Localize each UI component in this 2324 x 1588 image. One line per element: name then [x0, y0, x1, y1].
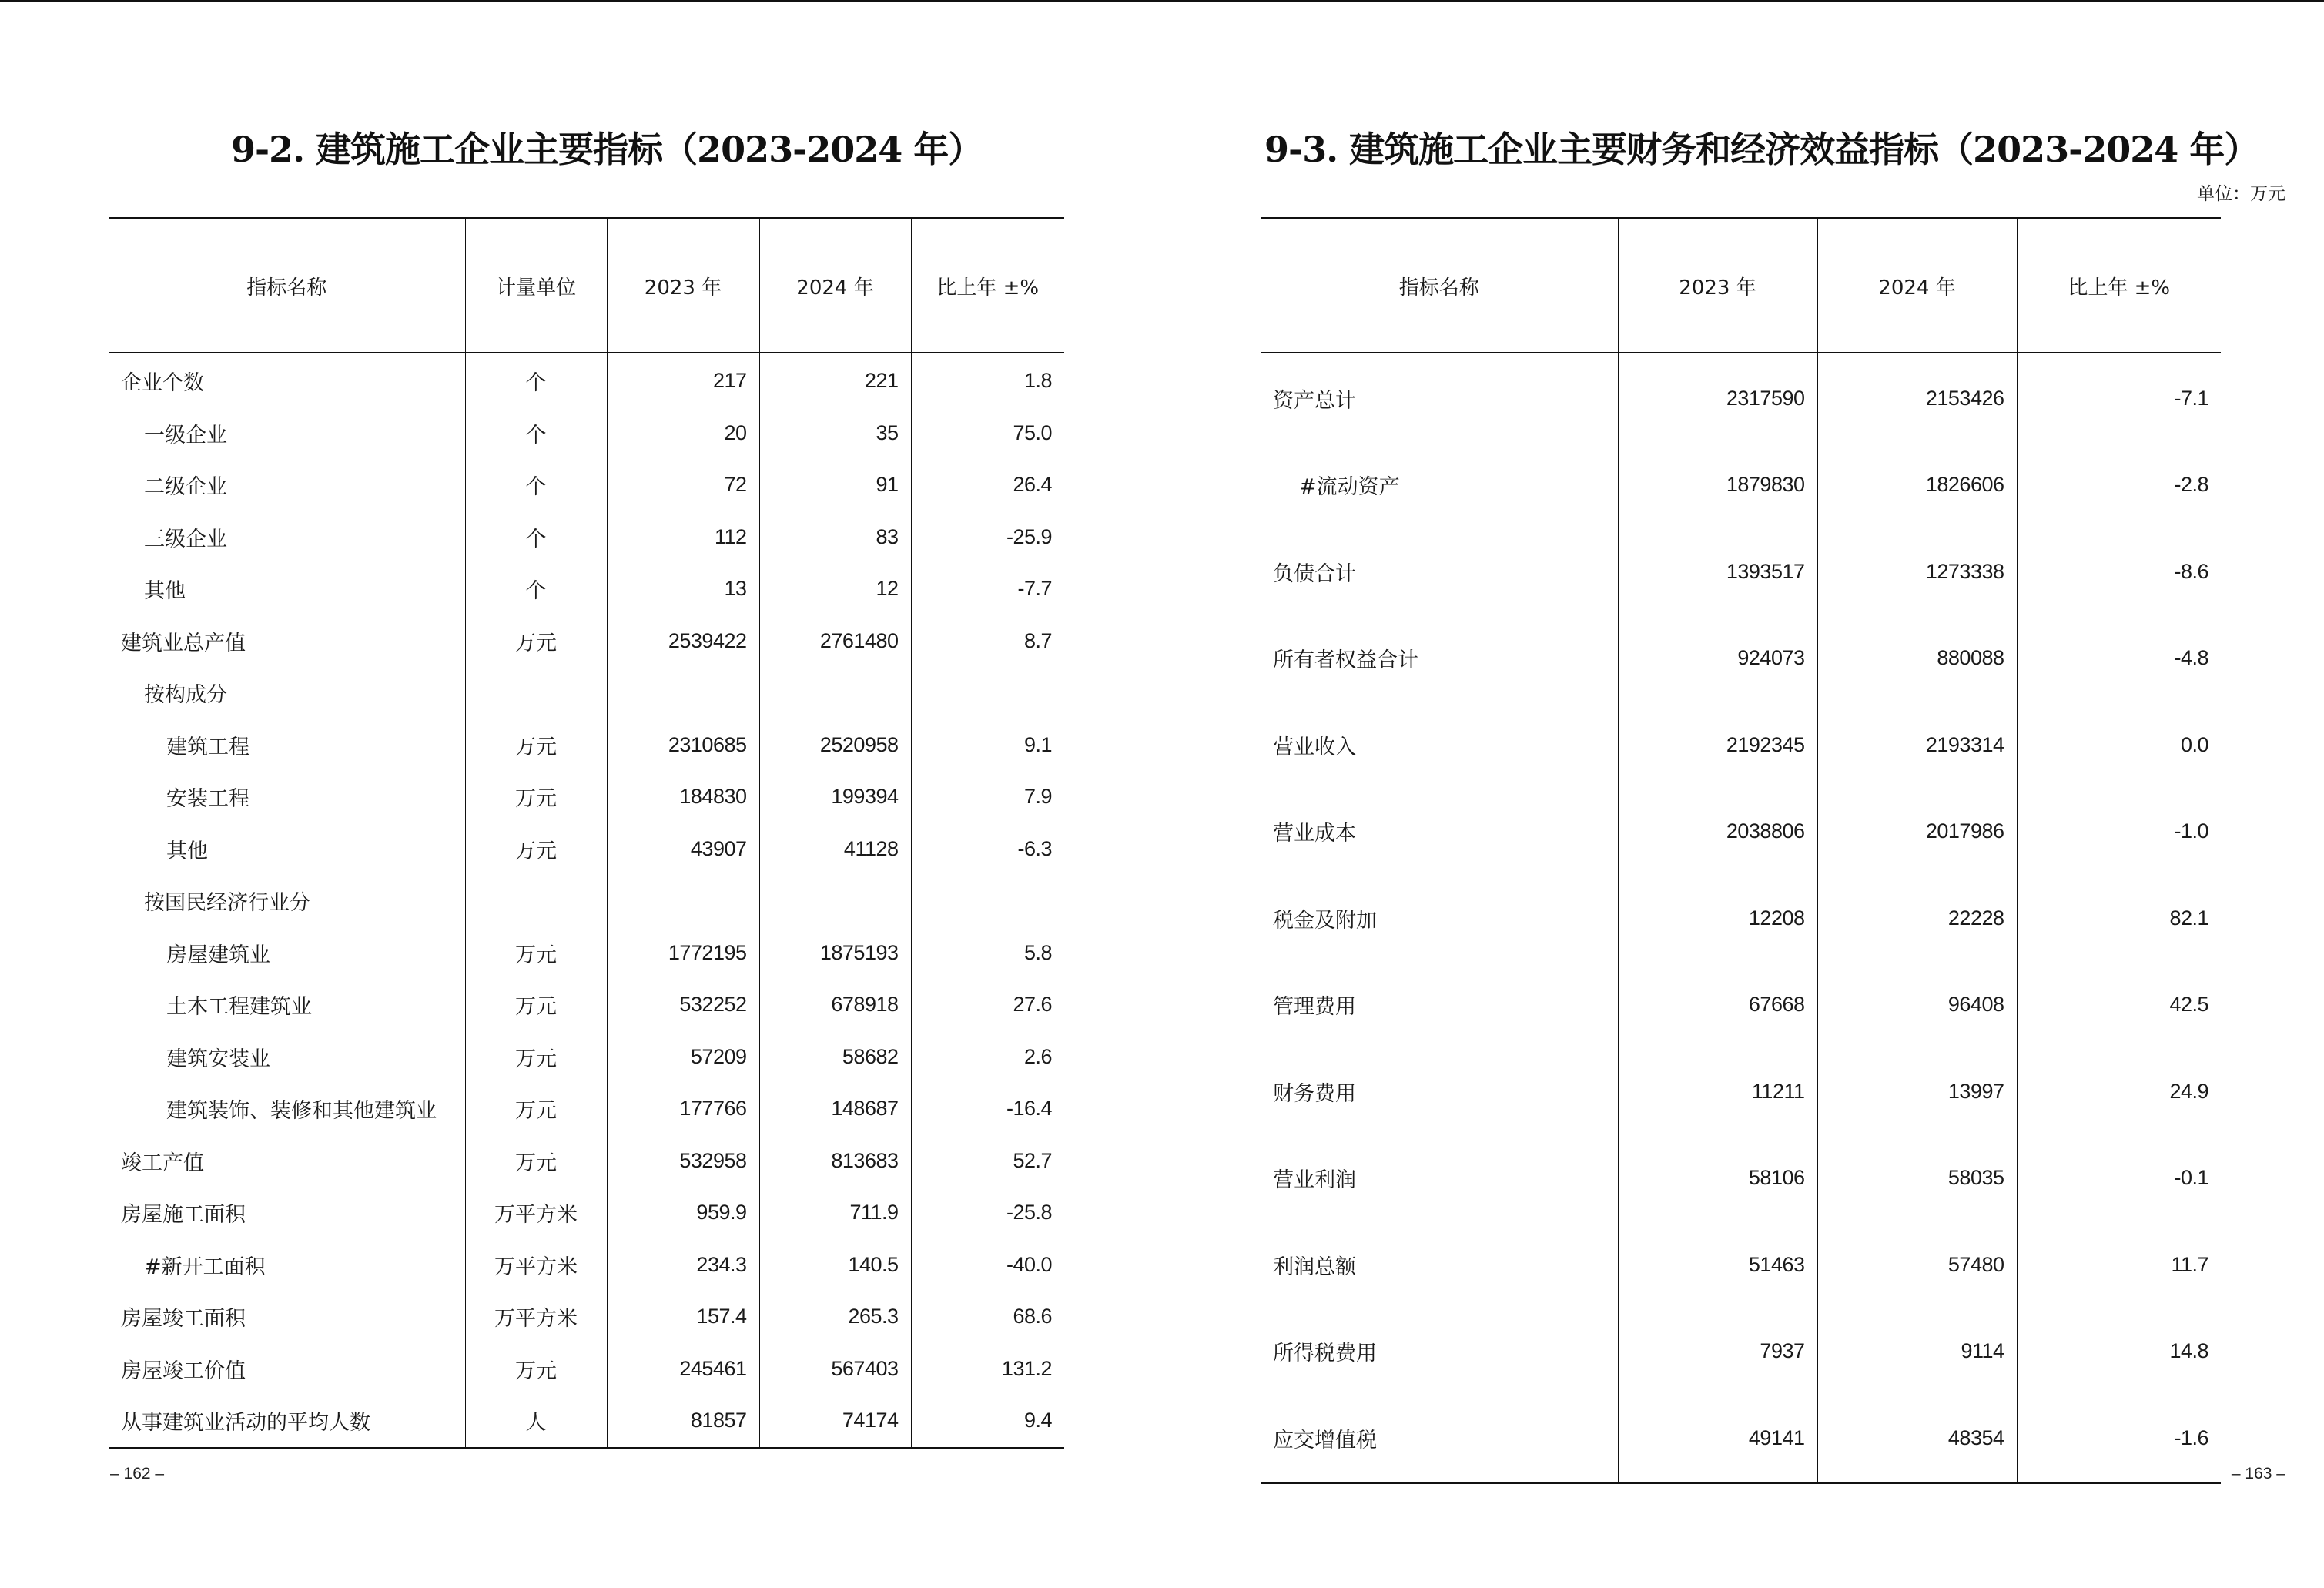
change-percent-cell: -2.8: [2017, 442, 2221, 529]
table-row: [109, 1083, 1064, 1135]
change-percent-cell: -8.6: [2017, 528, 2221, 615]
column-header: 指标名称: [109, 219, 465, 353]
value-2023-cell: [607, 667, 759, 719]
value-2024-cell: 2153426: [1817, 353, 2017, 442]
change-percent-cell: 24.9: [2017, 1048, 2221, 1135]
change-percent-cell: 5.8: [911, 927, 1064, 980]
value-2023-cell: 157.4: [607, 1291, 759, 1343]
value-2023-cell: 532252: [607, 979, 759, 1031]
table-row: [109, 1343, 1064, 1395]
change-percent-cell: 14.8: [2017, 1308, 2221, 1395]
financial-indicators-table: [1261, 217, 2221, 1484]
table-row: [109, 823, 1064, 876]
table-row: [1261, 1048, 2221, 1135]
unit-cell: 万元: [465, 1135, 607, 1188]
value-2024-cell: 58682: [759, 1031, 911, 1084]
indicator-name: 应交增值税: [1273, 1428, 1377, 1452]
unit-cell: [465, 875, 607, 927]
column-header: 2023 年: [1618, 219, 1817, 353]
table-header-row: [109, 219, 1064, 353]
value-2023-cell: 234.3: [607, 1239, 759, 1292]
value-2024-cell: 57480: [1817, 1221, 2017, 1308]
table-row: [109, 1187, 1064, 1239]
value-2023-cell: 67668: [1618, 962, 1817, 1049]
indicator-name: 安装工程: [166, 787, 249, 812]
change-percent-cell: 9.1: [911, 719, 1064, 772]
table-row: [109, 1395, 1064, 1448]
unit-cell: 万平方米: [465, 1239, 607, 1292]
value-2023-cell: 7937: [1618, 1308, 1817, 1395]
unit-cell: 万平方米: [465, 1187, 607, 1239]
value-2023-cell: 2317590: [1618, 353, 1817, 442]
table-row: [1261, 615, 2221, 702]
change-percent-cell: 7.9: [911, 771, 1064, 823]
unit-cell: 万元: [465, 1343, 607, 1395]
value-2023-cell: 217: [607, 353, 759, 407]
indicator-name: 二级企业: [144, 475, 227, 500]
table-row: [109, 563, 1064, 615]
table-row: [109, 407, 1064, 460]
column-header: 2024 年: [1817, 219, 2017, 353]
change-percent-cell: 131.2: [911, 1343, 1064, 1395]
unit-cell: 万元: [465, 615, 607, 668]
indicator-name: 所得税费用: [1273, 1342, 1377, 1366]
table-row: [109, 667, 1064, 719]
value-2024-cell: 567403: [759, 1343, 911, 1395]
value-2024-cell: 13997: [1817, 1048, 2017, 1135]
table-row: [109, 615, 1064, 668]
unit-cell: 万元: [465, 719, 607, 772]
change-percent-cell: 8.7: [911, 615, 1064, 668]
indicator-name: 房屋建筑业: [166, 943, 270, 967]
change-percent-cell: -25.8: [911, 1187, 1064, 1239]
unit-cell: 人: [465, 1395, 607, 1448]
change-percent-cell: 9.4: [911, 1395, 1064, 1448]
table-row: [1261, 1135, 2221, 1222]
table-row: [1261, 528, 2221, 615]
indicator-name: 营业收入: [1273, 735, 1356, 759]
change-percent-cell: 2.6: [911, 1031, 1064, 1084]
value-2024-cell: 265.3: [759, 1291, 911, 1343]
value-2024-cell: 880088: [1817, 615, 2017, 702]
indicator-name: 建筑装饰、装修和其他建筑业: [166, 1099, 437, 1124]
table-row: [109, 1291, 1064, 1343]
page-number: – 163 –: [2231, 1465, 2285, 1482]
column-header: 2023 年: [607, 219, 759, 353]
page-number: – 162 –: [110, 1465, 165, 1482]
value-2023-cell: 959.9: [607, 1187, 759, 1239]
change-percent-cell: -6.3: [911, 823, 1064, 876]
value-2023-cell: [607, 875, 759, 927]
table-title: 9-2. 建筑施工企业主要指标（2023-2024 年）: [231, 129, 983, 170]
table-row: [1261, 1221, 2221, 1308]
table-row: [109, 927, 1064, 980]
column-header: 比上年 ±%: [2017, 219, 2221, 353]
change-percent-cell: [911, 875, 1064, 927]
value-2024-cell: 1273338: [1817, 528, 2017, 615]
unit-cell: 万元: [465, 927, 607, 980]
change-percent-cell: -1.6: [2017, 1395, 2221, 1482]
unit-cell: [465, 667, 607, 719]
unit-cell: 万元: [465, 771, 607, 823]
indicator-name: 建筑工程: [166, 735, 249, 759]
value-2023-cell: 2539422: [607, 615, 759, 668]
value-2023-cell: 2192345: [1618, 702, 1817, 789]
unit-cell: 万平方米: [465, 1291, 607, 1343]
value-2024-cell: 12: [759, 563, 911, 615]
value-2024-cell: 140.5: [759, 1239, 911, 1292]
change-percent-cell: 82.1: [2017, 875, 2221, 962]
value-2024-cell: 199394: [759, 771, 911, 823]
column-header: 2024 年: [759, 219, 911, 353]
indicator-name: 税金及附加: [1273, 908, 1377, 933]
value-2024-cell: [759, 667, 911, 719]
construction-indicators-table: [109, 217, 1064, 1449]
change-percent-cell: -16.4: [911, 1083, 1064, 1135]
indicator-name: 营业利润: [1273, 1168, 1356, 1193]
value-2023-cell: 532958: [607, 1135, 759, 1188]
value-2024-cell: 2193314: [1817, 702, 2017, 789]
value-2024-cell: 22228: [1817, 875, 2017, 962]
value-2023-cell: 1879830: [1618, 442, 1817, 529]
value-2023-cell: 245461: [607, 1343, 759, 1395]
value-2023-cell: 1393517: [1618, 528, 1817, 615]
table-row: [109, 511, 1064, 564]
table-row: [1261, 789, 2221, 876]
table-row: [109, 979, 1064, 1031]
value-2024-cell: 2761480: [759, 615, 911, 668]
indicator-name: 按构成分: [144, 683, 227, 708]
value-2023-cell: 49141: [1618, 1395, 1817, 1482]
indicator-name: 资产总计: [1273, 388, 1356, 413]
change-percent-cell: -7.7: [911, 563, 1064, 615]
table-row: [109, 1239, 1064, 1292]
value-2023-cell: 58106: [1618, 1135, 1817, 1222]
indicator-name: #新开工面积: [144, 1255, 266, 1279]
indicator-name: #流动资产: [1299, 475, 1400, 500]
value-2024-cell: 91: [759, 459, 911, 511]
value-2024-cell: 221: [759, 353, 911, 407]
value-2024-cell: 74174: [759, 1395, 911, 1448]
value-2024-cell: 9114: [1817, 1308, 2017, 1395]
indicator-name: 营业成本: [1273, 822, 1356, 846]
value-2024-cell: 711.9: [759, 1187, 911, 1239]
change-percent-cell: 11.7: [2017, 1221, 2221, 1308]
value-2023-cell: 924073: [1618, 615, 1817, 702]
table-row: [1261, 442, 2221, 529]
indicator-name: 管理费用: [1273, 995, 1356, 1020]
change-percent-cell: -4.8: [2017, 615, 2221, 702]
unit-note: 单位：万元: [2197, 184, 2285, 204]
indicator-name: 竣工产值: [121, 1151, 204, 1175]
change-percent-cell: 27.6: [911, 979, 1064, 1031]
unit-cell: 个: [465, 459, 607, 511]
table-row: [1261, 875, 2221, 962]
column-header: 指标名称: [1261, 219, 1618, 353]
value-2023-cell: 2038806: [1618, 789, 1817, 876]
value-2024-cell: 58035: [1817, 1135, 2017, 1222]
value-2024-cell: 813683: [759, 1135, 911, 1188]
indicator-name: 房屋施工面积: [121, 1203, 246, 1228]
change-percent-cell: 0.0: [2017, 702, 2221, 789]
value-2023-cell: 72: [607, 459, 759, 511]
change-percent-cell: [911, 667, 1064, 719]
column-header: 比上年 ±%: [911, 219, 1064, 353]
table-row: [1261, 702, 2221, 789]
table-row: [109, 459, 1064, 511]
change-percent-cell: 75.0: [911, 407, 1064, 460]
value-2024-cell: 678918: [759, 979, 911, 1031]
value-2024-cell: [759, 875, 911, 927]
indicator-name: 负债合计: [1273, 561, 1356, 586]
right-page: [1162, 0, 2324, 1588]
value-2023-cell: 112: [607, 511, 759, 564]
change-percent-cell: -40.0: [911, 1239, 1064, 1292]
value-2023-cell: 1772195: [607, 927, 759, 980]
value-2024-cell: 83: [759, 511, 911, 564]
value-2024-cell: 1875193: [759, 927, 911, 980]
value-2023-cell: 20: [607, 407, 759, 460]
indicator-name: 房屋竣工面积: [121, 1307, 246, 1332]
table-row: [109, 875, 1064, 927]
table-row: [1261, 1395, 2221, 1482]
unit-cell: 万元: [465, 979, 607, 1031]
value-2023-cell: 11211: [1618, 1048, 1817, 1135]
change-percent-cell: 42.5: [2017, 962, 2221, 1049]
table-row: [1261, 962, 2221, 1049]
change-percent-cell: 1.8: [911, 353, 1064, 407]
value-2024-cell: 48354: [1817, 1395, 2017, 1482]
value-2024-cell: 2520958: [759, 719, 911, 772]
column-header: 计量单位: [465, 219, 607, 353]
unit-cell: 个: [465, 511, 607, 564]
indicator-name: 企业个数: [121, 371, 204, 396]
value-2023-cell: 81857: [607, 1395, 759, 1448]
unit-cell: 个: [465, 407, 607, 460]
change-percent-cell: -0.1: [2017, 1135, 2221, 1222]
table-row: [109, 353, 1064, 407]
indicator-name: 利润总额: [1273, 1255, 1356, 1279]
table-row: [109, 771, 1064, 823]
indicator-name: 土木工程建筑业: [166, 995, 312, 1020]
change-percent-cell: 68.6: [911, 1291, 1064, 1343]
change-percent-cell: -1.0: [2017, 789, 2221, 876]
indicator-name: 财务费用: [1273, 1081, 1356, 1106]
value-2023-cell: 13: [607, 563, 759, 615]
value-2023-cell: 57209: [607, 1031, 759, 1084]
table-row: [109, 719, 1064, 772]
indicator-name: 按国民经济行业分: [144, 891, 310, 916]
table-row: [109, 1031, 1064, 1084]
change-percent-cell: -7.1: [2017, 353, 2221, 442]
indicator-name: 三级企业: [144, 527, 227, 551]
unit-cell: 万元: [465, 823, 607, 876]
value-2023-cell: 12208: [1618, 875, 1817, 962]
indicator-name: 建筑业总产值: [121, 631, 246, 655]
unit-cell: 万元: [465, 1031, 607, 1084]
unit-cell: 个: [465, 563, 607, 615]
indicator-name: 一级企业: [144, 423, 227, 447]
indicator-name: 建筑安装业: [166, 1047, 270, 1071]
value-2023-cell: 2310685: [607, 719, 759, 772]
change-percent-cell: -25.9: [911, 511, 1064, 564]
indicator-name: 所有者权益合计: [1273, 648, 1418, 673]
value-2024-cell: 96408: [1817, 962, 2017, 1049]
indicator-name: 其他: [166, 839, 208, 863]
value-2024-cell: 148687: [759, 1083, 911, 1135]
value-2024-cell: 2017986: [1817, 789, 2017, 876]
unit-cell: 个: [465, 353, 607, 407]
value-2023-cell: 43907: [607, 823, 759, 876]
value-2024-cell: 1826606: [1817, 442, 2017, 529]
indicator-name: 房屋竣工价值: [121, 1359, 246, 1383]
change-percent-cell: 52.7: [911, 1135, 1064, 1188]
value-2023-cell: 177766: [607, 1083, 759, 1135]
value-2024-cell: 41128: [759, 823, 911, 876]
indicator-name: 其他: [144, 579, 186, 604]
change-percent-cell: 26.4: [911, 459, 1064, 511]
unit-cell: 万元: [465, 1083, 607, 1135]
value-2023-cell: 51463: [1618, 1221, 1817, 1308]
value-2023-cell: 184830: [607, 771, 759, 823]
table-row: [1261, 353, 2221, 442]
table-row: [1261, 1308, 2221, 1395]
table-header-row: [1261, 219, 2221, 353]
table-row: [109, 1135, 1064, 1188]
table-title: 9-3. 建筑施工企业主要财务和经济效益指标（2023-2024 年）: [1264, 129, 2259, 170]
value-2024-cell: 35: [759, 407, 911, 460]
indicator-name: 从事建筑业活动的平均人数: [121, 1411, 370, 1436]
